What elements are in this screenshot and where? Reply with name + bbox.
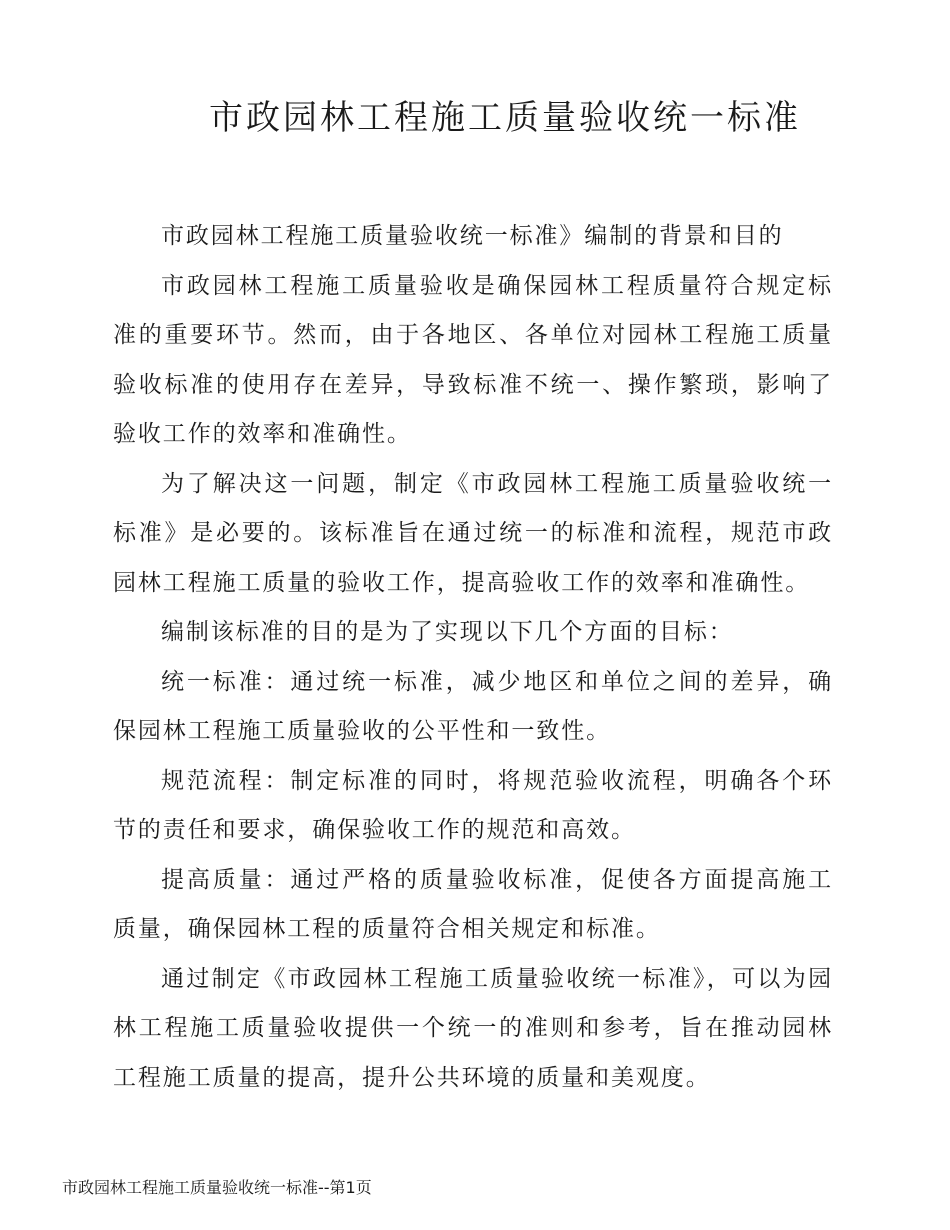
paragraph-goal-quality: 提高质量：通过严格的质量验收标准，促使各方面提高施工质量，确保园林工程的质量符合相关规定和标准。 (113, 866, 833, 942)
paragraph-background-heading: 市政园林工程施工质量验收统一标准》编制的背景和目的 (161, 223, 784, 249)
document-title: 市政园林工程施工质量验收统一标准 (209, 98, 801, 138)
paragraph-goal-process: 规范流程：制定标准的同时，将规范验收流程，明确各个环节的责任和要求，确保验收工作的规范和高效。 (113, 767, 833, 843)
paragraph-goals-intro: 编制该标准的目的是为了实现以下几个方面的目标： (161, 619, 734, 645)
paragraph-importance: 市政园林工程施工质量验收是确保园林工程质量符合规定标准的重要环节。然而，由于各地区、各单位对园林工程施工质量验收标准的使用存在差异，导致标准不统一、操作繁琐，影响了验收工作的效率和准确性。 (113, 272, 833, 447)
page-footer: 市政园林工程施工质量验收统一标准--第1页 (62, 1178, 372, 1197)
document-body (113, 212, 833, 1103)
paragraph-necessity: 为了解决这一问题，制定《市政园林工程施工质量验收统一标准》是必要的。该标准旨在通过统一的标准和流程，规范市政园林工程施工质量的验收工作，提高验收工作的效率和准确性。 (113, 470, 833, 596)
paragraph-goal-unify: 统一标准：通过统一标准，减少地区和单位之间的差异，确保园林工程施工质量验收的公平性和一致性。 (113, 668, 833, 744)
paragraph-conclusion: 通过制定《市政园林工程施工质量验收统一标准》，可以为园林工程施工质量验收提供一个统一的准则和参考，旨在推动园林工程施工质量的提高，提升公共环境的质量和美观度。 (113, 965, 833, 1091)
